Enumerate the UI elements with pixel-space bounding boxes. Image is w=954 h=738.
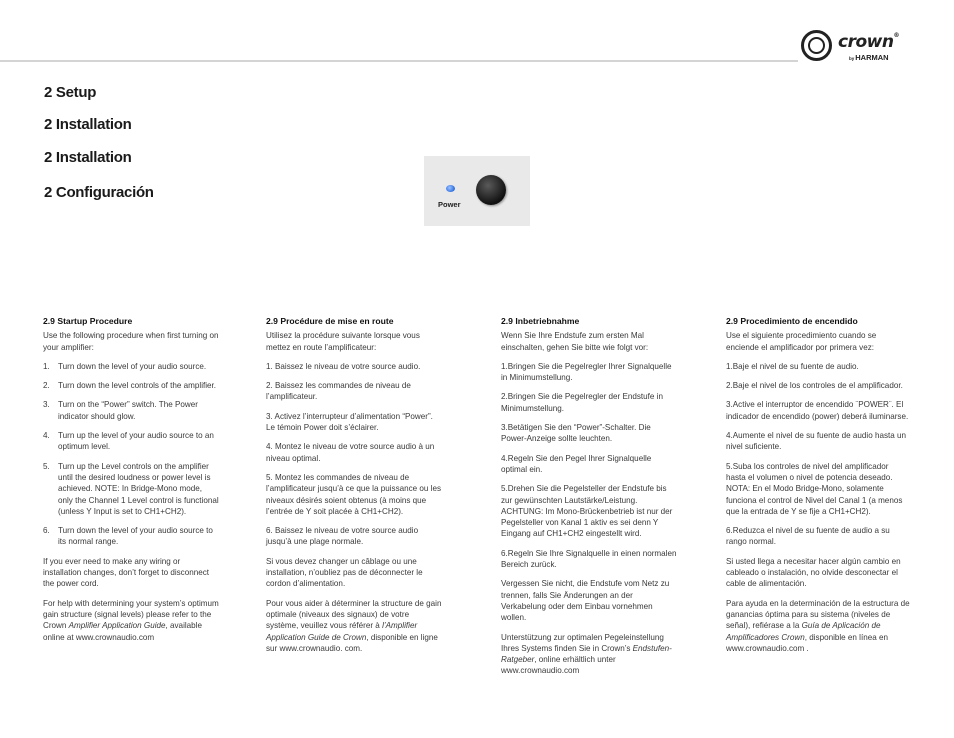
guide-reference: Para ayuda en la determinación de la estructura de ganancias óptima para su sistema (niveles de señal), refiérase a la Guía de Aplicación de Amplificadores Crown, disponible en línea en www.crownaudio.com . (726, 598, 910, 653)
intro-text: Utilisez la procédure suivante lorsque vous mettez en route l’amplificateur: (266, 331, 420, 352)
column-english (43, 316, 219, 651)
power-led-icon (446, 185, 455, 192)
list-item: 2.Bringen Sie die Pegelregler der Endstufe in Minimumstellung. (501, 392, 663, 413)
power-panel-image (424, 156, 530, 226)
list-item: 4. Turn up the level of your audio source to an optimum level. (43, 431, 214, 452)
wiring-note: If you ever need to make any wiring or installation changes, don’t forget to disconnect the power cord. (43, 556, 210, 589)
list-item: 1.Bringen Sie die Pegelregler Ihrer Signalquelle in Minimumstellung. (501, 361, 672, 383)
brand-sub-prefix: by (849, 56, 855, 61)
brand-sub: HARMAN (855, 53, 889, 62)
column-french (266, 316, 442, 662)
list-item: 3.Betätigen Sie den “Power”-Schalter. Die Power-Anzeige sollte leuchten. (501, 423, 651, 444)
list-item: 6. Turn down the level of your audio source to its normal range. (43, 526, 213, 547)
list-item: 1. Baissez le niveau de votre source audio. (266, 361, 421, 371)
list-item: 1.Baje el nivel de su fuente de audio. (726, 361, 859, 371)
guide-reference: Pour vous aider à déterminer la structure de gain optimale (niveaux des signaux) de votre système, veuillez vous référer à l’Amplifier Application Guide de Crown, disponible en ligne sur www.crownaudio. com. (266, 598, 442, 653)
brand-name: crown (838, 32, 894, 52)
column-spanish (726, 316, 910, 662)
list-item: 1. Turn down the level of your audio source. (43, 361, 207, 371)
header-rule (0, 60, 798, 62)
heading-fr: 2 Installation (44, 116, 132, 133)
list-item: 4.Aumente el nivel de su fuente de audio hasta un nivel suficiente. (726, 431, 906, 452)
heading-de: 2 Installation (44, 149, 132, 166)
power-label: Power (438, 200, 461, 209)
list-item: 6.Regeln Sie Ihre Signalquelle in einen normalen Bereich zurück. (501, 548, 677, 570)
crown-harman-logo: crown® byHARMAN (801, 29, 913, 69)
list-item: 2.Baje el nivel de los controles de el amplificador. (726, 381, 903, 391)
power-knob-icon (476, 175, 506, 205)
list-item: 3. Activez l’interrupteur d’alimentation “Power”. Le témoin Power doit s’éclairer. (266, 411, 433, 433)
wiring-note: Vergessen Sie nicht, die Endstufe vom Netz zu trennen, falls Sie Änderungen an der Verkabelung oder dem Einbau vornehmen wollen. (501, 579, 670, 623)
list-item: 4.Regeln Sie den Pegel Ihrer Signalquelle optimal ein. (501, 453, 652, 474)
intro-text: Use the following procedure when first turning on your amplifier: (43, 331, 219, 352)
list-item: 5. Montez les commandes de niveau de l’amplificateur jusqu’à ce que la puissance ou les niveaux désirés soient obtenus (à moins que l’entrée de Y soit placée à CH1+CH2). (266, 472, 442, 516)
crown-emblem-icon (801, 30, 832, 61)
list-item: 2. Baissez les commandes de niveau de l’amplificateur. (266, 381, 411, 402)
heading-en: 2 Setup (44, 84, 97, 101)
list-item: 2. Turn down the level controls of the amplifier. (43, 381, 217, 391)
list-item: 3. Turn on the “Power” switch. The Power indicator should glow. (43, 400, 198, 421)
list-item: 5. Turn up the Level controls on the amplifier until the desired loudness or power level is achieved. NOTE: In Bridge-Mono mode, only the Channel 1 Level control is functional (unless Y Input is set to CH1+CH2). (43, 461, 219, 516)
intro-text: Use el siguiente procedimiento cuando se enciende el amplificador por primera vez: (726, 331, 877, 352)
wiring-note: Si usted llega a necesitar hacer algún cambio en cableado o instalación, no olvide desconectar el cable de alimentación. (726, 556, 901, 589)
guide-reference: Unterstützung zur optimalen Pegeleinstellung Ihres Systems finden Sie in Crown’s Endstufen-Ratgeber, online erhältlich unter www.crownaudio.com (501, 632, 672, 676)
section-title: 2.9 Procédure de mise en route (266, 316, 394, 326)
list-item: 3.Active el interruptor de encendido ¨POWER¨. El indicador de encendido (power) deberá iluminarse. (726, 400, 909, 421)
intro-text: Wenn Sie Ihre Endstufe zum ersten Mal einschalten, gehen Sie bitte wie folgt vor: (501, 331, 649, 352)
list-item: 6.Reduzca el nivel de su fuente de audio a su rango normal. (726, 526, 890, 547)
list-item: 6. Baissez le niveau de votre source audio jusqu’à une plage normale. (266, 526, 419, 547)
wiring-note: Si vous devez changer un câblage ou une installation, n’oubliez pas de déconnecter le cordon d’alimentation. (266, 556, 423, 589)
heading-es: 2 Configuración (44, 184, 154, 201)
list-item: 4. Montez le niveau de votre source audio à un niveau optimal. (266, 442, 435, 463)
guide-reference: For help with determining your system’s optimum gain structure (signal levels) please refer to the Crown Amplifier Application Guide, available online at www.crownaudio.com (43, 598, 219, 642)
section-title: 2.9 Inbetriebnahme (501, 316, 580, 326)
section-title: 2.9 Procedimiento de encendido (726, 316, 858, 326)
section-title: 2.9 Startup Procedure (43, 316, 133, 326)
list-item: 5.Suba los controles de nivel del amplificador hasta el volumen o nivel de potencia deseado. NOTA: En el Modo Bridge-Mono, solamente funciona el control de Nivel del Canal 1 (a menos que la entrada de Y se fije a CH1+CH2). (726, 461, 903, 516)
column-german (501, 316, 677, 685)
list-item: 5.Drehen Sie die Pegelsteller der Endstufe bis zur gewünschten Lautstärke/Leistung. ACHTUNG: Im Mono-Brückenbetrieb ist nur der Pegelsteller von Kanal 1 aktiv es sei denn Y Eingang auf CH1+CH2 eingestellt wird. (501, 484, 673, 539)
